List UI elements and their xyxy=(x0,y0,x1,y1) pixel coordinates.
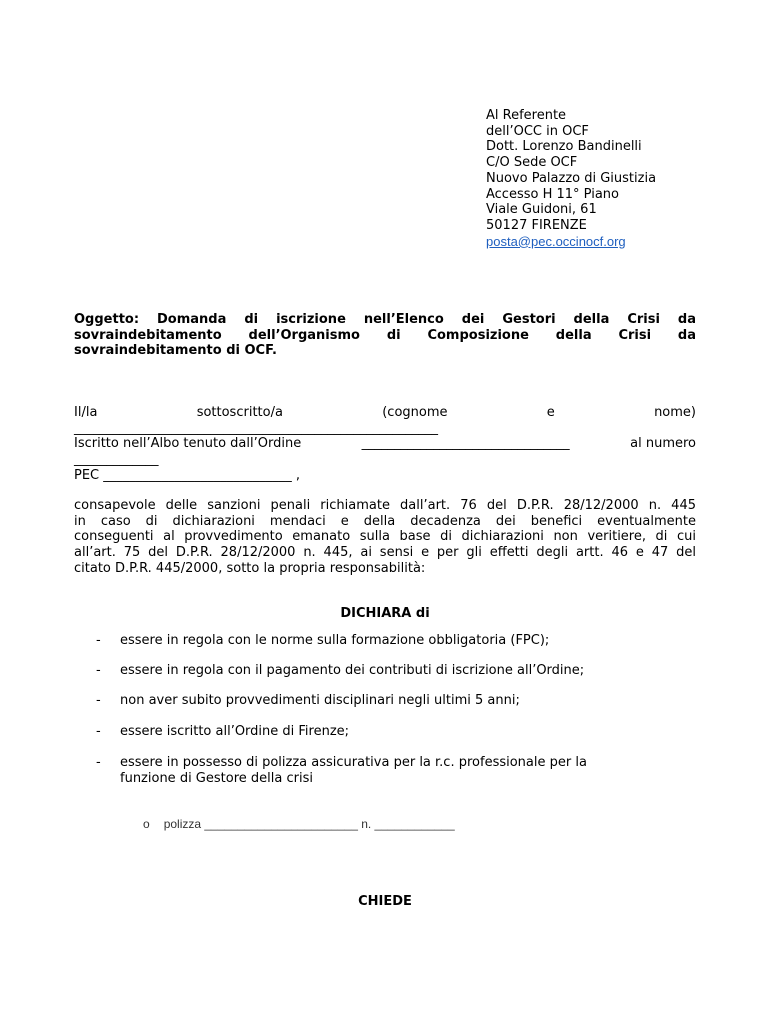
form-word: sottoscritto/a xyxy=(196,405,283,420)
numero-label: al numero xyxy=(630,436,696,452)
email-link[interactable]: posta@pec.occinocf.org xyxy=(486,233,626,249)
dash-marker: - xyxy=(96,633,101,648)
dash-marker: - xyxy=(96,663,101,678)
subject-line: Oggetto: Domanda di iscrizione nell’Elenco dei Gestori della Crisi da xyxy=(74,312,696,327)
dash-marker: - xyxy=(96,755,101,770)
list-item-text: essere in regola con il pagamento dei contributi di iscrizione all’Ordine; xyxy=(120,663,585,678)
applicant-name-row xyxy=(74,405,696,421)
addressee-line: Al Referente xyxy=(486,108,567,123)
circle-marker: o xyxy=(143,817,150,831)
declaration-paragraph xyxy=(74,498,696,577)
polizza-text: polizza _______________________ n. ____________ xyxy=(163,817,455,831)
form-word: e xyxy=(546,405,555,420)
list-item-text: non aver subito provvedimenti disciplinari negli ultimi 5 anni; xyxy=(120,693,520,708)
subject-block xyxy=(74,312,696,359)
list-item-text: essere in regola con le norme sulla formazione obbligatoria (FPC); xyxy=(120,633,550,648)
polizza-line[interactable] xyxy=(143,817,455,831)
addressee-line: dell’OCC in OCF xyxy=(486,123,589,139)
list-item-text: essere in possesso di polizza assicurativa per la r.c. professionale per la funzione di Gestore della crisi xyxy=(120,755,587,786)
form-word: (cognome xyxy=(382,405,448,420)
numero-blank-line[interactable]: _____________ xyxy=(74,452,159,468)
declaration-line: citato D.P.R. 445/2000, sotto la propria responsabilità: xyxy=(74,560,426,576)
declaration-line: in caso di dichiarazioni mendaci e della decadenza dei benefici eventualmente xyxy=(74,513,696,529)
addressee-line: Dott. Lorenzo Bandinelli xyxy=(486,139,642,155)
addressee-line: 50127 FIRENZE xyxy=(486,217,587,233)
addressee-block xyxy=(486,108,656,250)
addressee-line: Nuovo Palazzo di Giustizia xyxy=(486,170,657,186)
addressee-line: Accesso H 11° Piano xyxy=(486,186,619,202)
applicant-form xyxy=(74,405,696,484)
dichiara-heading: DICHIARA di xyxy=(340,606,430,621)
addressee-line: Viale Guidoni, 61 xyxy=(486,202,597,218)
albo-row xyxy=(74,436,696,452)
subject-line: sovraindebitamento di OCF. xyxy=(74,343,277,359)
name-blank-line[interactable]: ________________________________________________________ xyxy=(74,420,438,436)
form-word: Il/la xyxy=(74,405,98,420)
addressee-line: C/O Sede OCF xyxy=(486,155,578,171)
pec-line[interactable]: PEC _____________________________ , xyxy=(74,467,301,483)
chiede-heading: CHIEDE xyxy=(358,894,412,909)
declaration-line: consapevole delle sanzioni penali richiamate dall’art. 76 del D.P.R. 28/12/2000 n. 445 xyxy=(74,498,696,513)
dash-marker: - xyxy=(96,724,101,739)
dash-marker: - xyxy=(96,693,101,708)
list-item-text: essere iscritto all’Ordine di Firenze; xyxy=(120,724,350,739)
albo-label: Iscritto nell’Albo tenuto dall’Ordine xyxy=(74,436,302,452)
declaration-line: conseguenti al provvedimento emanato sulla base di dichiarazioni non veritiere, di cui xyxy=(74,529,696,545)
declaration-line: all’art. 75 del D.P.R. 28/12/2000 n. 445, ai sensi e per gli effetti degli artt. 46 e 47 del xyxy=(74,545,696,561)
form-word: nome) xyxy=(654,405,696,420)
ordine-blank[interactable]: ________________________________ xyxy=(361,436,570,452)
subject-line: sovraindebitamento dell’Organismo di Composizione della Crisi da xyxy=(74,327,696,343)
